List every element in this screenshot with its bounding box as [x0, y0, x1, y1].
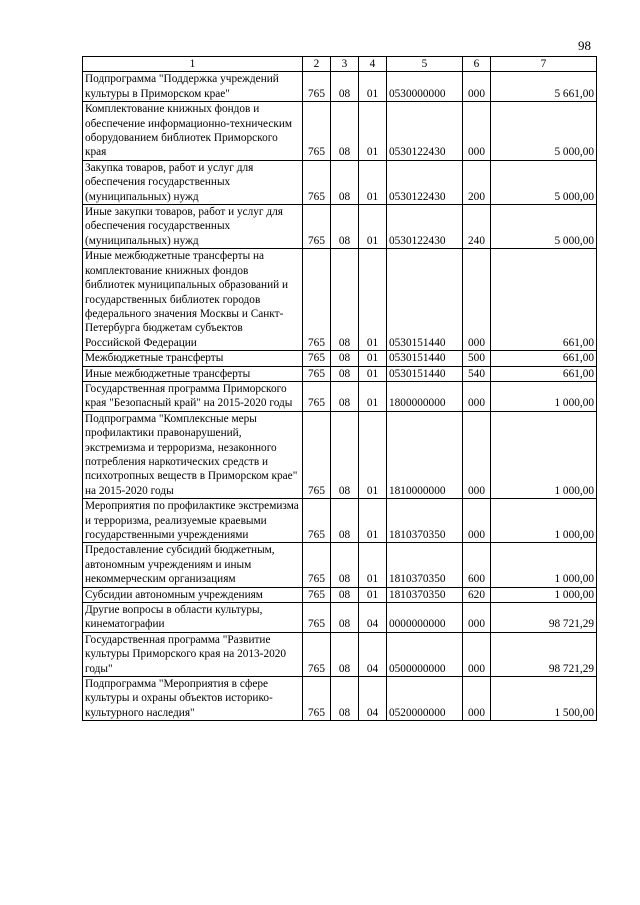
expense-type-code: 540 [463, 366, 491, 381]
ministry-code: 765 [303, 366, 331, 381]
ministry-code: 765 [303, 351, 331, 366]
ministry-code: 765 [303, 205, 331, 249]
table-row [83, 587, 597, 602]
amount: 1 000,00 [491, 587, 597, 602]
row-name: Субсидии автономным учреждениям [83, 587, 303, 602]
subsection-code: 01 [359, 499, 387, 543]
amount: 661,00 [491, 351, 597, 366]
column-header: 1 [83, 57, 303, 72]
expense-type-code: 500 [463, 351, 491, 366]
table-row [83, 632, 597, 676]
row-name: Закупка товаров, работ и услуг для обеспечения государственных (муниципальных) нужд [83, 160, 303, 204]
subsection-code: 04 [359, 603, 387, 633]
table-row [83, 366, 597, 381]
amount: 1 000,00 [491, 411, 597, 498]
expense-type-code: 000 [463, 632, 491, 676]
section-code: 08 [331, 102, 359, 161]
target-article-code: 1810370350 [387, 543, 463, 587]
expense-type-code: 000 [463, 411, 491, 498]
row-name: Иные межбюджетные трансферты на комплектование книжных фондов библиотек муниципальных образований и государственных библиотек городов федерального значения Москвы и Санкт-Петербурга бюджетам субъектов Российской Федерации [83, 249, 303, 351]
table-row [83, 205, 597, 249]
amount: 1 000,00 [491, 499, 597, 543]
subsection-code: 01 [359, 411, 387, 498]
ministry-code: 765 [303, 603, 331, 633]
section-code: 08 [331, 366, 359, 381]
expense-type-code: 240 [463, 205, 491, 249]
ministry-code: 765 [303, 249, 331, 351]
expense-type-code: 000 [463, 249, 491, 351]
row-name: Иные закупки товаров, работ и услуг для обеспечения государственных (муниципальных) нужд [83, 205, 303, 249]
section-code: 08 [331, 411, 359, 498]
expense-type-code: 000 [463, 381, 491, 411]
amount: 1 500,00 [491, 677, 597, 721]
subsection-code: 01 [359, 351, 387, 366]
row-name: Комплектование книжных фондов и обеспечение информационно-техническим оборудованием библиотек Приморского края [83, 102, 303, 161]
subsection-code: 01 [359, 160, 387, 204]
ministry-code: 765 [303, 499, 331, 543]
ministry-code: 765 [303, 411, 331, 498]
amount: 98 721,29 [491, 632, 597, 676]
table-row [83, 351, 597, 366]
expense-type-code: 000 [463, 677, 491, 721]
table-row [83, 381, 597, 411]
subsection-code: 01 [359, 102, 387, 161]
row-name: Мероприятия по профилактике экстремизма и терроризма, реализуемые краевыми государственными учреждениями [83, 499, 303, 543]
table-row [83, 543, 597, 587]
table-row [83, 499, 597, 543]
column-header: 6 [463, 57, 491, 72]
section-code: 08 [331, 381, 359, 411]
subsection-code: 01 [359, 587, 387, 602]
row-name: Подпрограмма "Комплексные меры профилактики правонарушений, экстремизма и терроризма, незаконного потребления наркотических средств и психотропных веществ в Приморском крае" на 2015-2020 годы [83, 411, 303, 498]
subsection-code: 01 [359, 543, 387, 587]
amount: 5 000,00 [491, 205, 597, 249]
table-row [83, 677, 597, 721]
section-code: 08 [331, 72, 359, 102]
section-code: 08 [331, 205, 359, 249]
section-code: 08 [331, 587, 359, 602]
page-number: 98 [578, 38, 591, 53]
header-row [83, 57, 597, 72]
subsection-code: 01 [359, 366, 387, 381]
amount: 661,00 [491, 249, 597, 351]
amount: 1 000,00 [491, 381, 597, 411]
expense-type-code: 620 [463, 587, 491, 602]
expense-type-code: 000 [463, 499, 491, 543]
target-article-code: 1810370350 [387, 499, 463, 543]
target-article-code: 0530151440 [387, 249, 463, 351]
section-code: 08 [331, 249, 359, 351]
section-code: 08 [331, 677, 359, 721]
section-code: 08 [331, 543, 359, 587]
target-article-code: 0530000000 [387, 72, 463, 102]
row-name: Подпрограмма "Поддержка учреждений культуры в Приморском крае" [83, 72, 303, 102]
table-row [83, 102, 597, 161]
target-article-code: 0530151440 [387, 366, 463, 381]
expense-type-code: 000 [463, 102, 491, 161]
section-code: 08 [331, 351, 359, 366]
subsection-code: 01 [359, 205, 387, 249]
row-name: Подпрограмма "Мероприятия в сфере культуры и охраны объектов историко-культурного наследия" [83, 677, 303, 721]
section-code: 08 [331, 632, 359, 676]
target-article-code: 1810000000 [387, 411, 463, 498]
expense-type-code: 600 [463, 543, 491, 587]
column-header: 2 [303, 57, 331, 72]
ministry-code: 765 [303, 587, 331, 602]
ministry-code: 765 [303, 72, 331, 102]
target-article-code: 0500000000 [387, 632, 463, 676]
ministry-code: 765 [303, 677, 331, 721]
section-code: 08 [331, 160, 359, 204]
row-name: Государственная программа Приморского края "Безопасный край" на 2015-2020 годы [83, 381, 303, 411]
amount: 5 000,00 [491, 102, 597, 161]
expense-type-code: 000 [463, 603, 491, 633]
ministry-code: 765 [303, 381, 331, 411]
target-article-code: 0520000000 [387, 677, 463, 721]
target-article-code: 0530122430 [387, 205, 463, 249]
row-name: Иные межбюджетные трансферты [83, 366, 303, 381]
ministry-code: 765 [303, 102, 331, 161]
subsection-code: 04 [359, 677, 387, 721]
column-header: 5 [387, 57, 463, 72]
ministry-code: 765 [303, 543, 331, 587]
section-code: 08 [331, 603, 359, 633]
amount: 5 000,00 [491, 160, 597, 204]
subsection-code: 01 [359, 72, 387, 102]
amount: 98 721,29 [491, 603, 597, 633]
target-article-code: 0000000000 [387, 603, 463, 633]
target-article-code: 1810370350 [387, 587, 463, 602]
row-name: Предоставление субсидий бюджетным, автономным учреждениям и иным некоммерческим организациям [83, 543, 303, 587]
expense-type-code: 200 [463, 160, 491, 204]
table-row [83, 160, 597, 204]
target-article-code: 0530122430 [387, 102, 463, 161]
target-article-code: 1800000000 [387, 381, 463, 411]
table-row [83, 72, 597, 102]
amount: 1 000,00 [491, 543, 597, 587]
column-header: 3 [331, 57, 359, 72]
table-row [83, 249, 597, 351]
row-name: Межбюджетные трансферты [83, 351, 303, 366]
ministry-code: 765 [303, 632, 331, 676]
row-name: Другие вопросы в области культуры, кинематографии [83, 603, 303, 633]
budget-table [82, 56, 597, 721]
column-header: 7 [491, 57, 597, 72]
expense-type-code: 000 [463, 72, 491, 102]
amount: 5 661,00 [491, 72, 597, 102]
row-name: Государственная программа "Развитие культуры Приморского края на 2013-2020 годы" [83, 632, 303, 676]
target-article-code: 0530151440 [387, 351, 463, 366]
amount: 661,00 [491, 366, 597, 381]
ministry-code: 765 [303, 160, 331, 204]
table-row [83, 603, 597, 633]
subsection-code: 04 [359, 632, 387, 676]
table-row [83, 411, 597, 498]
subsection-code: 01 [359, 381, 387, 411]
section-code: 08 [331, 499, 359, 543]
column-header: 4 [359, 57, 387, 72]
target-article-code: 0530122430 [387, 160, 463, 204]
subsection-code: 01 [359, 249, 387, 351]
